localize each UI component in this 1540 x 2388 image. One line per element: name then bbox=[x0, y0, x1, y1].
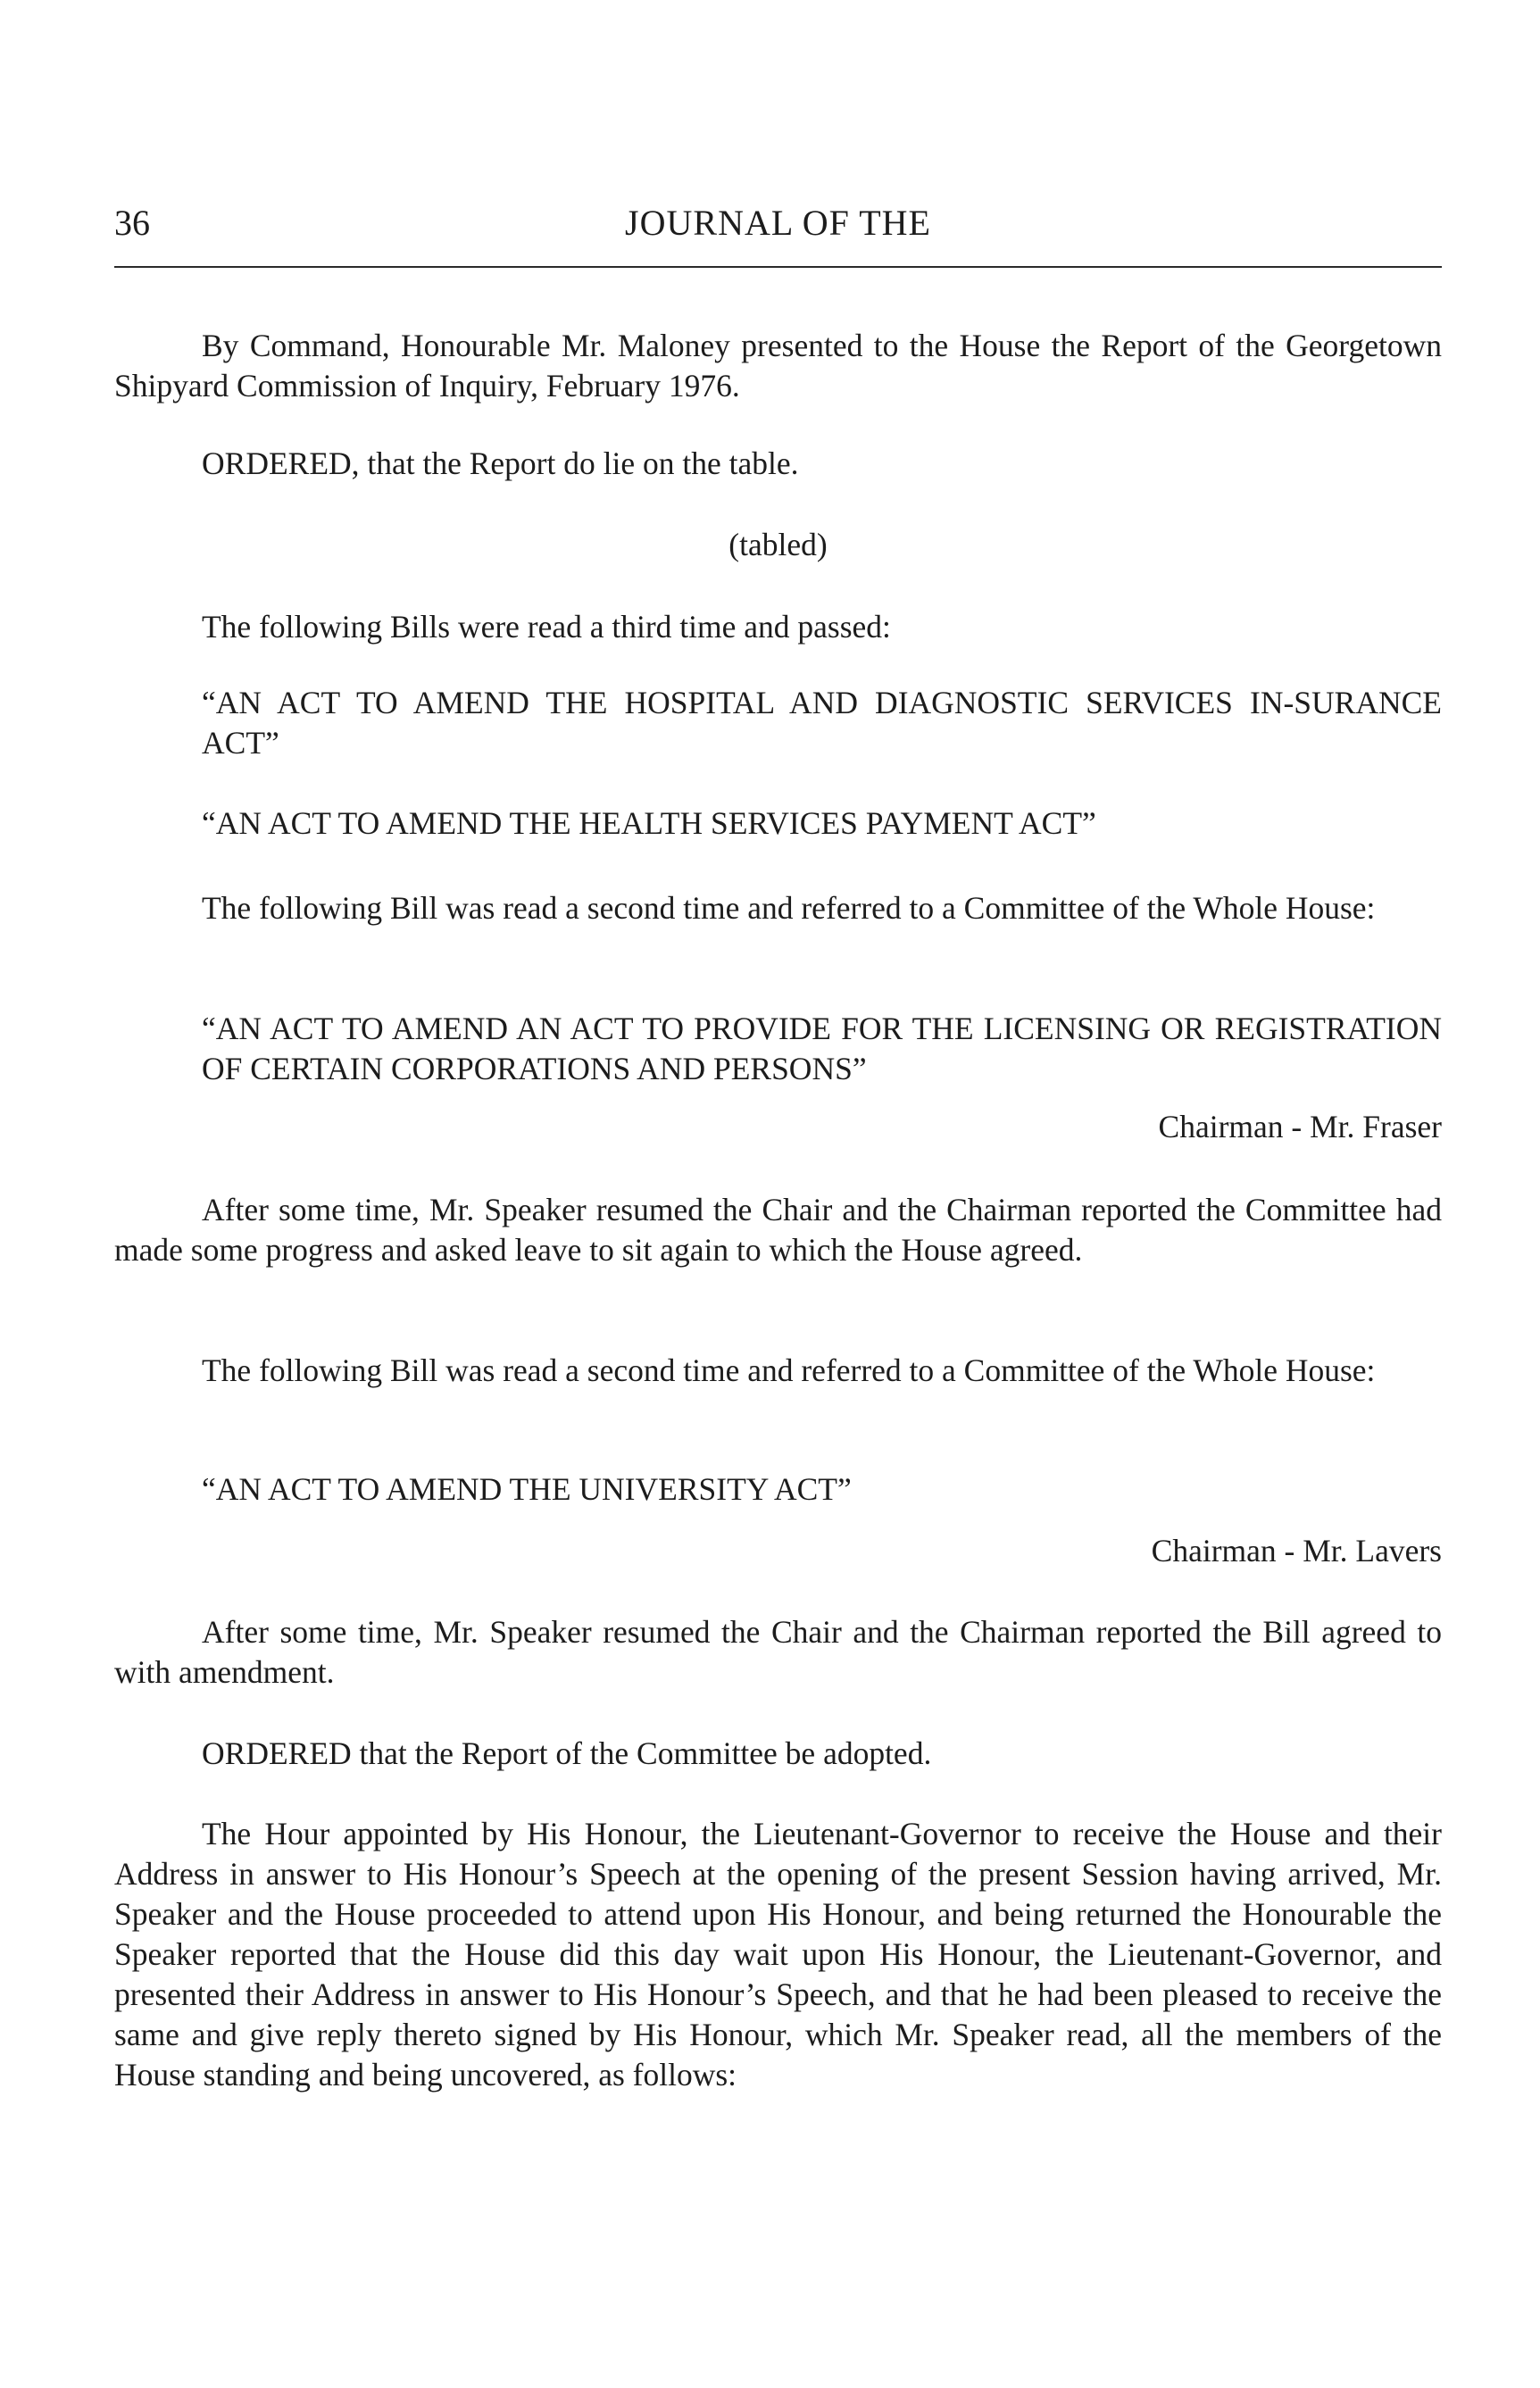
page-number: 36 bbox=[114, 203, 150, 243]
running-title: JOURNAL OF THE bbox=[625, 203, 931, 243]
paragraph-ordered-lie-on-table: ORDERED, that the Report do lie on the table. bbox=[202, 445, 799, 481]
header-rule bbox=[114, 266, 1442, 268]
paragraph-third-reading: The following Bills were read a third time and passed: bbox=[202, 609, 891, 645]
page-header bbox=[114, 201, 1442, 254]
paragraph-report-adopted: ORDERED that the Report of the Committee be adopted. bbox=[202, 1735, 932, 1771]
paragraph-bill-amended: After some time, Mr. Speaker resumed the Chair and the Chairman reported the Bill agreed to with amendment. bbox=[114, 1614, 1442, 1690]
bill-title-licensing-registration: “AN ACT TO AMEND AN ACT TO PROVIDE FOR THE LICENSING OR REGISTRATION OF CERTAIN CORPORATIONS AND PERSONS” bbox=[202, 1011, 1442, 1086]
paragraph-address-reply: The Hour appointed by His Honour, the Lieutenant-Governor to receive the House and their Address in answer to His Honour’s Speech at the opening of the present Session having arrived, Mr. Speaker and the House proceeded to attend upon His Honour, and being returned the Honourable the Speaker reported that the House did this day wait upon His Honour, the Lieutenant-Governor, and presented their Address in answer to His Honour’s Speech, and that he had been pleased to receive the same and give reply thereto signed by His Honour, which Mr. Speaker read, all the members of the House standing and being uncovered, as follows: bbox=[114, 1816, 1442, 2093]
chairman-lavers: Chairman - Mr. Lavers bbox=[1151, 1533, 1442, 1568]
paragraph-second-reading-2: The following Bill was read a second time and referred to a Committee of the Whole House: bbox=[202, 1352, 1376, 1388]
bill-title-university: “AN ACT TO AMEND THE UNIVERSITY ACT” bbox=[202, 1471, 852, 1507]
tabled-note: (tabled) bbox=[728, 527, 828, 562]
paragraph-progress-report: After some time, Mr. Speaker resumed the Chair and the Chairman reported the Committee had made some progress and asked leave to sit again to which the House agreed. bbox=[114, 1192, 1442, 1268]
bill-title-health-services: “AN ACT TO AMEND THE HEALTH SERVICES PAYMENT ACT” bbox=[202, 805, 1096, 841]
paragraph-report-presented: By Command, Honourable Mr. Maloney presented to the House the Report of the Georgetown Shipyard Commission of Inquiry, February 1976. bbox=[114, 328, 1442, 404]
chairman-fraser: Chairman - Mr. Fraser bbox=[1158, 1109, 1442, 1144]
bill-title-hospital-diagnostic: “AN ACT TO AMEND THE HOSPITAL AND DIAGNOSTIC SERVICES IN-SURANCE ACT” bbox=[202, 685, 1442, 761]
paragraph-second-reading-1: The following Bill was read a second time and referred to a Committee of the Whole House: bbox=[202, 890, 1376, 926]
